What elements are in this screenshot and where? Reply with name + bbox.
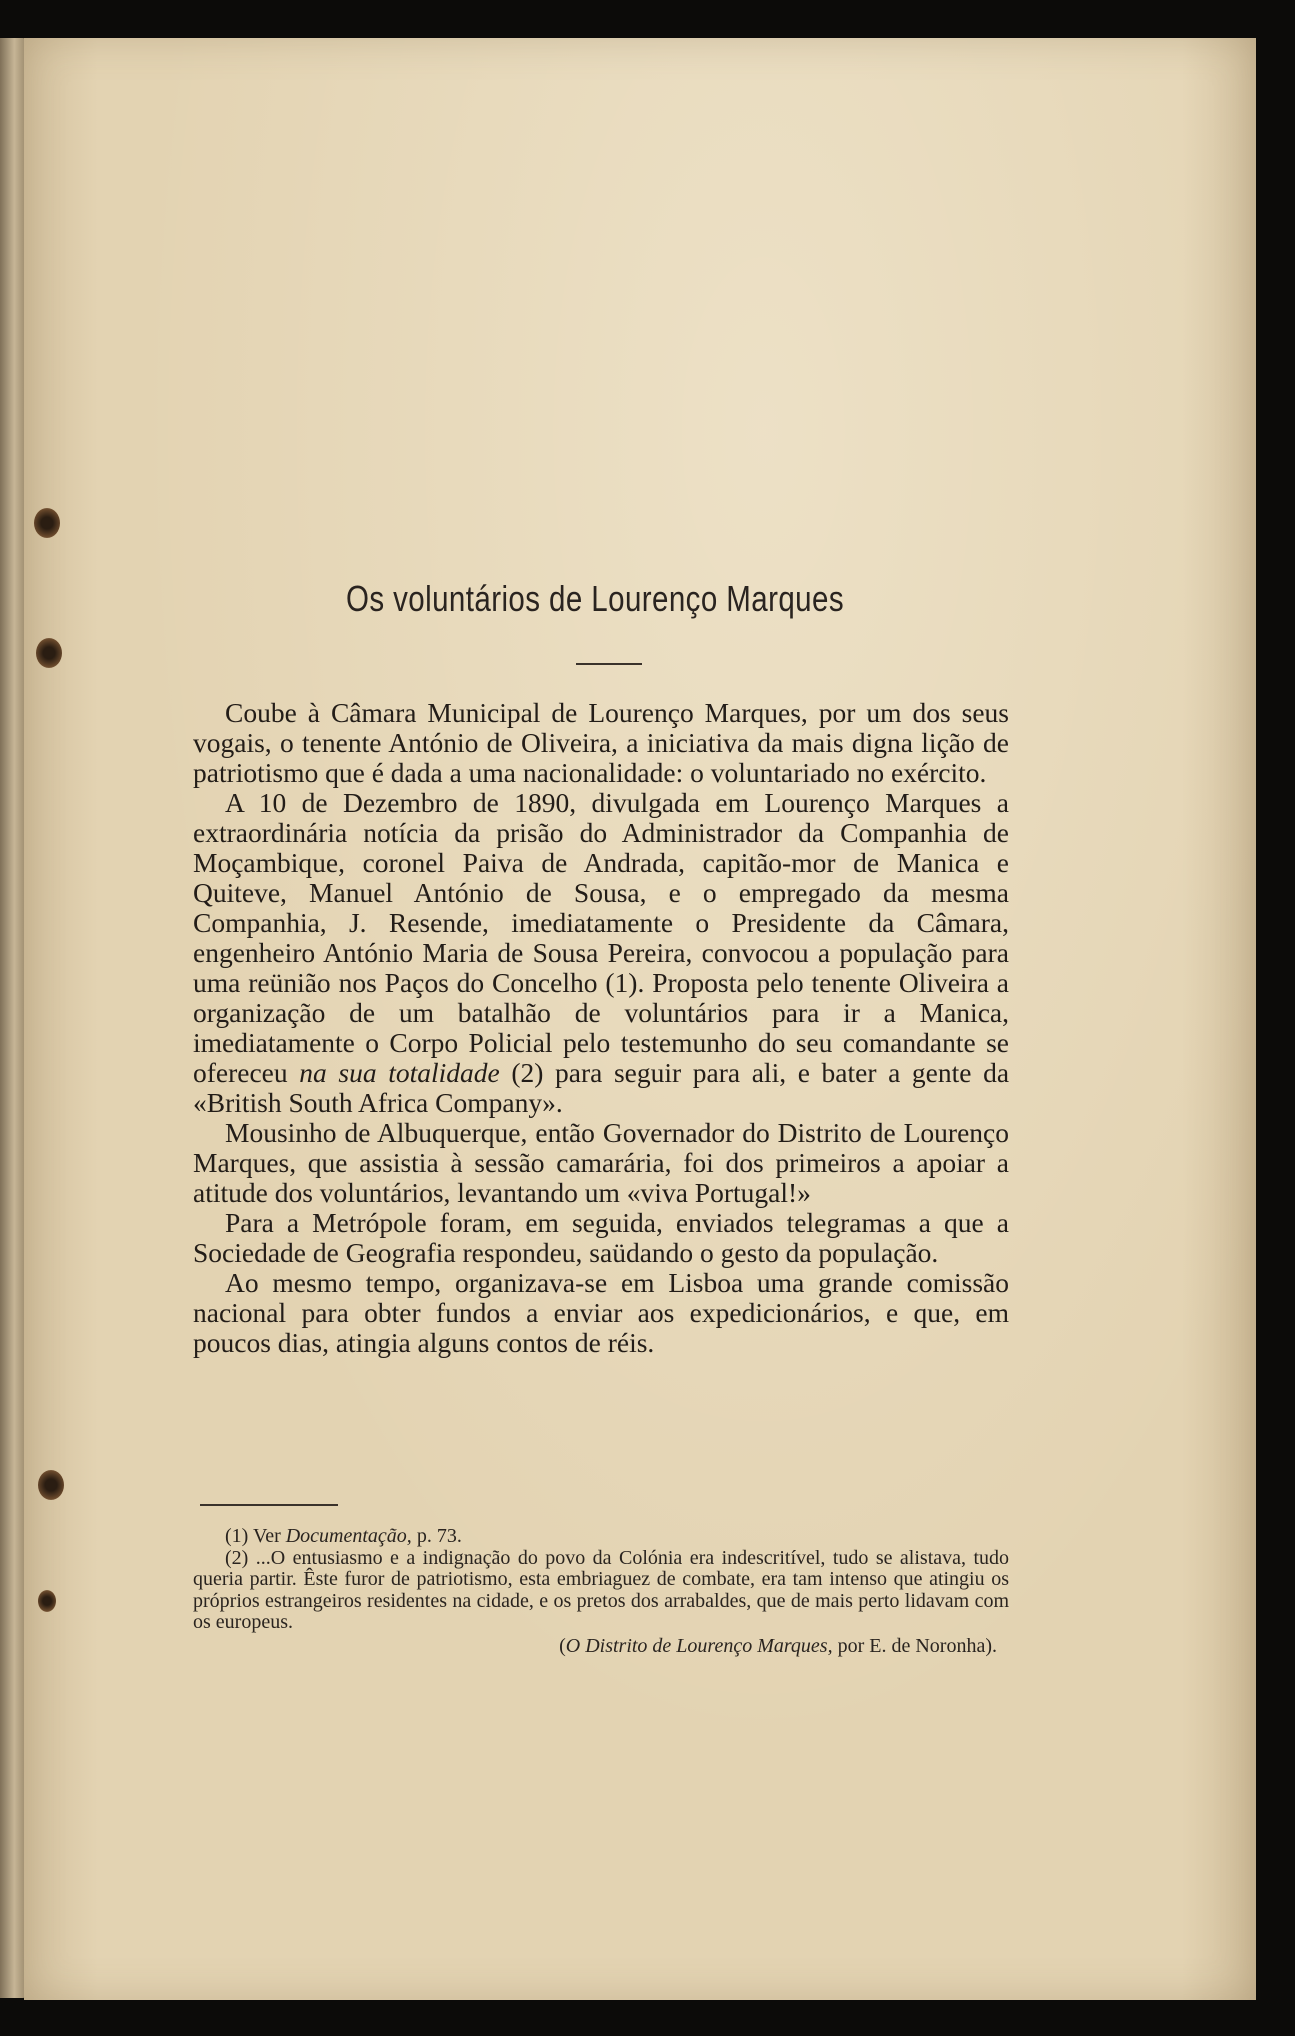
binding-hole <box>34 508 60 538</box>
footnote-2 <box>193 1548 1009 1634</box>
footnote-number: (1) <box>225 1525 249 1547</box>
source-title: O Distrito de Lourenço Marques, <box>565 1634 833 1657</box>
paragraph-text: para seguir para ali, e bater a gente da «British South Africa Company». <box>193 1057 1010 1118</box>
binding-hole <box>36 638 62 668</box>
article-body <box>193 698 1009 1358</box>
footnote-text: ...O entusiasmo e a indignação do povo da Colónia era indescritível, tudo se alistava, tudo queria partir. Êste furor de patriotismo, esta embriaguez de combate, era tam intenso que atingiu os próprios estrangeiros residentes na cidade, e os pretos dos arrabaldes, que de mais perto lidavam com os europeus. <box>193 1546 1009 1633</box>
italic-text: na sua totalidade <box>299 1057 500 1088</box>
title-divider <box>576 663 642 665</box>
page-title: Os voluntários de Lourenço Marques <box>345 578 844 619</box>
footnote-source: (O Distrito de Lourenço Marques, por E. de Noronha). <box>559 1634 997 1657</box>
binding-hole <box>38 1590 56 1612</box>
paragraph: Ao mesmo tempo, organizava-se em Lisboa uma grande comissão nacional para obter fundos a enviar aos expedicionários, e que, em poucos dias, atingia alguns contos de réis. <box>193 1267 1009 1358</box>
footnote-text: Ver <box>252 1525 281 1547</box>
footnotes <box>193 1526 1009 1657</box>
footnote-ref-1: (1) <box>605 967 638 998</box>
footnote-text: p. 73. <box>416 1525 462 1547</box>
paragraph: Coube à Câmara Municipal de Lourenço Marques, por um dos seus vogais, o tenente António de Oliveira, a iniciativa da mais digna lição de patriotismo que é dada a uma nacionalidade: o voluntariado no exército. <box>193 697 1009 788</box>
paragraph <box>193 788 1009 1118</box>
source-author: por E. de Noronha). <box>837 1634 997 1657</box>
paragraph: Para a Metrópole foram, em seguida, enviados telegramas a que a Sociedade de Geografia respondeu, saüdando o gesto da população. <box>193 1207 1009 1268</box>
footnote-1 <box>193 1526 1009 1548</box>
paragraph-text: A 10 de Dezembro de 1890, divulgada em Lourenço Marques a extraordinária notícia da prisão do Administrador da Companhia de Moçambique, coronel Paiva de Andrada, capitão-mor de Manica e Quiteve, Manuel António de Sousa, e o empregado da mesma Companhia, J. Resende, imediatamente o Presidente da Câmara, engenheiro António Maria de Sousa Pereira, convocou a população para uma reünião nos Paços do Concelho <box>193 787 1009 998</box>
binding-hole <box>38 1470 64 1500</box>
footnote-ref-2: (2) <box>511 1057 544 1088</box>
footnote-italic: Documentação, <box>285 1525 412 1547</box>
facing-page-edge <box>0 38 26 1998</box>
footnote-number: (2) <box>225 1546 249 1569</box>
paragraph: Mousinho de Albuquerque, então Governador do Distrito de Lourenço Marques, que assistia à sessão camarária, foi dos primeiros a apoiar a atitude dos voluntários, levantando um «viva Portugal!» <box>193 1117 1009 1208</box>
paragraph-text: . Proposta pelo tenente Oliveira a organização de um batalhão de voluntários para ir a Manica, imediatamente o Corpo Policial pelo testemunho do seu comandante se ofereceu <box>193 967 1010 1088</box>
footnote-divider <box>200 1504 338 1506</box>
